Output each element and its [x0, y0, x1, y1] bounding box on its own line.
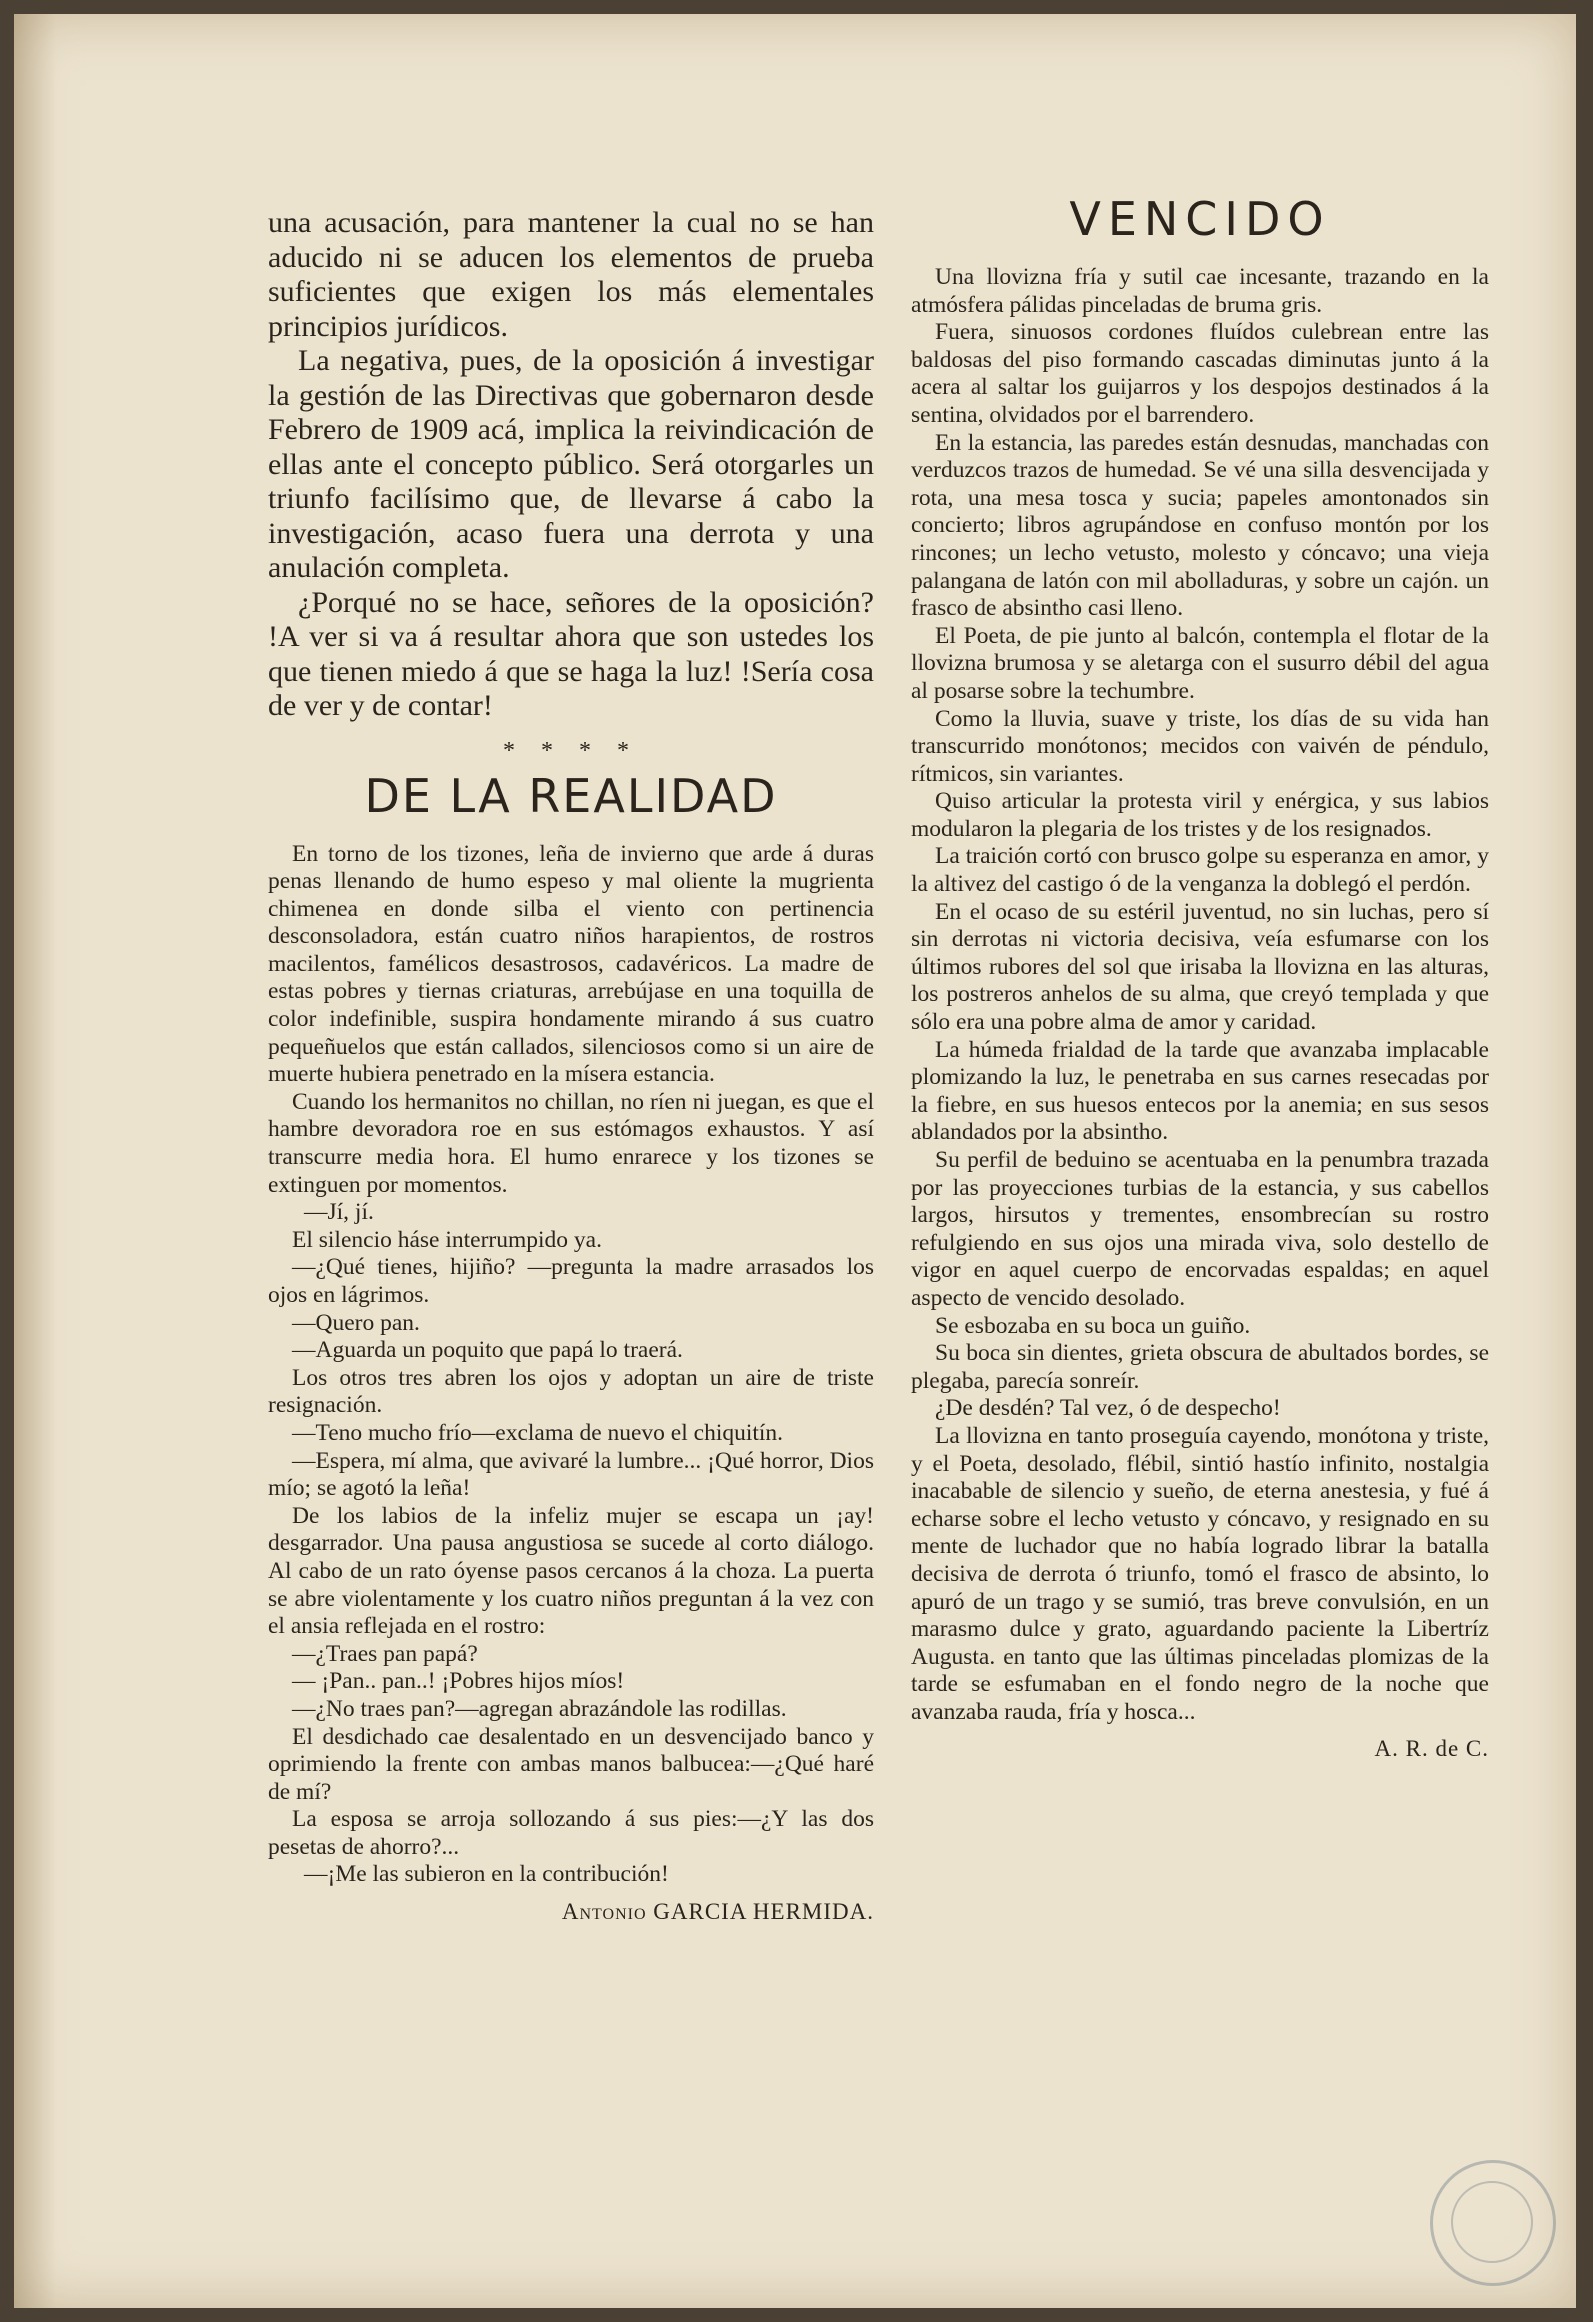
page-sheet — [14, 14, 1576, 2308]
story-paragraph: En torno de los tizones, leña de invierno que arde á duras penas llenando de humo espeso y mal oliente la mugrienta chimenea en donde silba el viento con pertinencia desconsoladora, están cuatro niños harapientos, de rostros macilentos, famélicos desastrosos, cadavéricos. La madre de estas pobres y tiernas criaturas, arrebújase en una toquilla de color indefinible, suspira hondamente mirando á sus cuatro pequeñuelos que están callados, silenciosos como si un aire de muerte hubiera penetrado en la mísera estancia. — [268, 840, 874, 1088]
story-paragraph: Una llovizna fría y sutil cae incesante, trazando en la atmósfera pálidas pinceladas de bruma gris. — [911, 264, 1489, 318]
editorial-paragraph: ¿Porqué no se hace, señores de la oposición? !A ver si va á resultar ahora que son ustedes los que tienen miedo á que se haga la luz! !Sería cosa de ver y de contar! — [268, 585, 874, 722]
story-paragraph: Se esbozaba en su boca un guiño. — [935, 1312, 1251, 1339]
story-paragraph: — ¡Pan.. pan..! ¡Pobres hijos míos! — [292, 1668, 625, 1695]
story-paragraph: Su perfil de beduino se acentuaba en la penumbra trazada por las proyecciones turbias de la estancia, y sus cabellos largos, hirsutos y trementes, ensombrecían su rostro refulgiendo en sus ojos una mirada viva, solo destello de vigor en aquel cuerpo de encorvadas espaldas; en aquel aspecto de vencido desolado. — [911, 1147, 1489, 1311]
left-column — [268, 206, 874, 1925]
story-title-vencido: VENCIDO — [1069, 192, 1331, 246]
story-paragraph: Su boca sin dientes, grieta obscura de abultados bordes, se plegaba, parecía sonreír. — [911, 1340, 1489, 1394]
story-paragraph: —Quero pan. — [292, 1309, 420, 1336]
signature-last-name: GARCIA HERMIDA. — [653, 1899, 874, 1925]
story-paragraph: Fuera, sinuosos cordones fluídos culebrean entre las baldosas del piso formando cascadas diminutas junto á la acera al saltar los guijarros y los despojos destinados á la sentina, olvidados por el barrendero. — [911, 319, 1489, 428]
signature-left — [268, 1899, 874, 1925]
page-edge-shadow — [14, 14, 56, 2308]
story-paragraph: —¿Traes pan papá? — [292, 1640, 478, 1667]
editorial-paragraph: La negativa, pues, de la oposición á investigar la gestión de las Directivas que gobernaron desde Febrero de 1909 acá, implica la reivindicación de ellas ante el concepto público. Será otorgarles un triunfo facilísimo que, de llevarse á cabo la investigación, acaso fuera una derrota y una anulación completa. — [268, 344, 874, 584]
story-paragraph: Los otros tres abren los ojos y adoptan un aire de triste resignación. — [268, 1364, 874, 1419]
story-paragraph: En la estancia, las paredes están desnudas, manchadas con verduzcos trazos de humedad. Se vé una silla desvencijada y rota, una mesa tosca y sucia; papeles amontonados sin concierto; libros agrupándose en confuso montón por los rincones; un lecho vetusto, molesto y cóncavo; una vieja palangana de latón con mil abolladuras, y sobre un cajón. un frasco de absintho casi lleno. — [911, 429, 1489, 622]
story-paragraph: La esposa se arroja sollozando á sus pies:—¿Y las dos pesetas de ahorro?... — [268, 1806, 874, 1860]
story-paragraph: El Poeta, de pie junto al balcón, contempla el flotar de la llovizna brumosa y se aletarga con el susurro débil del agua al posarse sobre la techumbre. — [911, 622, 1489, 704]
seal-inner-ring — [1451, 2181, 1533, 2263]
signature-right: A. R. de C. — [1374, 1736, 1489, 1762]
story-paragraph: Cuando los hermanitos no chillan, no ríen ni juegan, es que el hambre devoradora roe en sus estómagos exhaustos. Y así transcurre media hora. El humo enrarece y los tizones se extinguen por momentos. — [268, 1088, 874, 1198]
section-separator: * * * * — [503, 737, 639, 764]
story-paragraph: ¿De desdén? Tal vez, ó de despecho! — [935, 1395, 1281, 1422]
story-paragraph: —Espera, mí alma, que avivaré la lumbre... ¡Qué horror, Dios mío; se agotó la leña! — [268, 1447, 874, 1502]
library-seal-stamp — [1430, 2160, 1556, 2286]
story-paragraph: Como la lluvia, suave y triste, los días de su vida han transcurrido monótonos; mecidos con vaivén de péndulo, rítmicos, sin variantes. — [911, 705, 1489, 787]
story-paragraph: La húmeda frialdad de la tarde que avanzaba implacable plomizando la luz, le penetraba en sus carnes resecadas por la fiebre, en sus huesos entecos por la anemia; en sus sesos ablandados por la absintho. — [911, 1036, 1489, 1146]
story-paragraph: El silencio háse interrumpido ya. — [292, 1226, 602, 1253]
signature-first-name: Antonio — [561, 1899, 647, 1925]
story-paragraph: Quiso articular la protesta viril y enérgica, y sus labios modularon la plegaria de los tristes y de los resignados. — [911, 788, 1489, 842]
story-title-de-la-realidad: DE LA REALIDAD — [364, 768, 778, 823]
story-paragraph: —Jí, jí. — [304, 1199, 374, 1226]
story-paragraph: De los labios de la infeliz mujer se escapa un ¡ay! desgarrador. Una pausa angustiosa se sucede al corto diálogo. Al cabo de un rato óyense pasos cercanos á la choza. La puerta se abre violentamente y los cuatro niños preguntan á la vez con el ansia reflejada en el rostro: — [268, 1502, 874, 1640]
story-paragraph: —¿Qué tienes, hijiño? —pregunta la madre arrasados los ojos en lágrimos. — [268, 1254, 874, 1308]
story-paragraph: —¿No traes pan?—agregan abrazándole las rodillas. — [292, 1695, 787, 1722]
story-paragraph: —¡Me las subieron en la contribución! — [304, 1861, 669, 1888]
right-column — [911, 192, 1489, 1762]
story-paragraph: —Teno mucho frío—exclama de nuevo el chiquitín. — [292, 1419, 784, 1446]
story-paragraph: En el ocaso de su estéril juventud, no sin luchas, pero sí sin derrotas ni victoria decisiva, veía esfumarse con los últimos rubores del sol que irisaba la llovizna en las alturas, los postreros anhelos de su alma, que creyó templada y que sólo era una pobre alma de amor y caridad. — [911, 898, 1489, 1036]
editorial-paragraph: una acusación, para mantener la cual no se han aducido ni se aducen los elementos de prueba suficientes que exigen los más elementales principios jurídicos. — [268, 206, 874, 343]
story-paragraph: La llovizna en tanto proseguía cayendo, monótona y triste, y el Poeta, desolado, flébil, sintió hastío infinito, nostalgia inacabable de silencio y sueño, de eterna anestesia, y fué á echarse sobre el lecho vetusto y cóncavo, y resignado en su mente de luchador que no había logrado librar la batalla decisiva de derrota ó triunfo, tomó el frasco de absinto, lo apuró de un trago y se sumió, tras breve convulsión, en un marasmo dulce y grato, aguardando paciente la Libertríz Augusta. en tanto que las últimas pinceladas plomizas de la tarde se esfumaban en el fondo negro de la noche que avanzaba rauda, fría y hosca... — [911, 1422, 1489, 1725]
story-paragraph: El desdichado cae desalentado en un desvencijado banco y oprimiendo la frente con ambas manos balbucea:—¿Qué haré de mí? — [268, 1723, 874, 1805]
story-paragraph: —Aguarda un poquito que papá lo traerá. — [292, 1337, 683, 1364]
story-paragraph: La traición cortó con brusco golpe su esperanza en amor, y la altivez del castigo ó de la venganza la doblegó el perdón. — [911, 843, 1489, 898]
